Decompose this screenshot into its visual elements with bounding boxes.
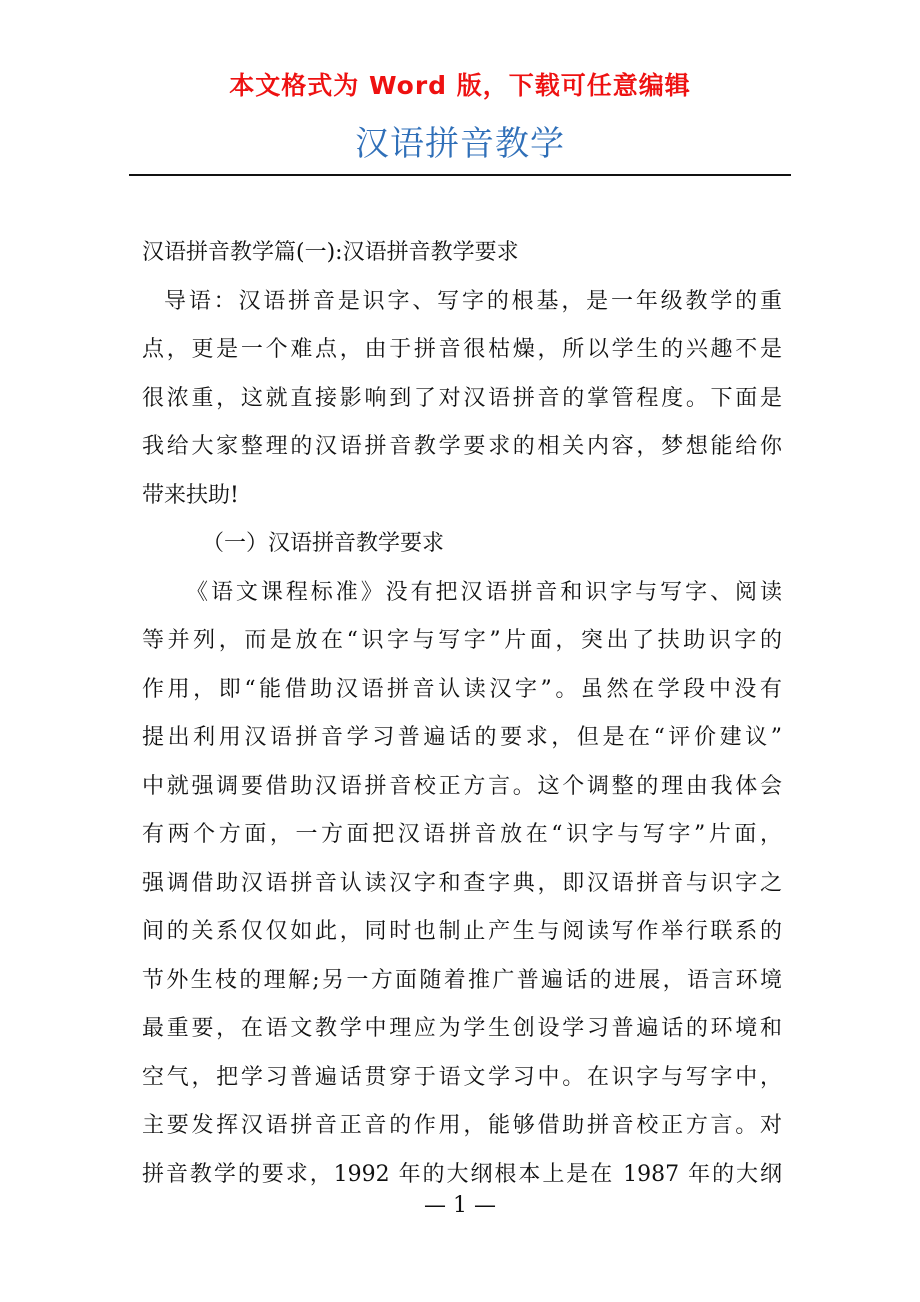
paragraph-line: 拼音教学的要求，1992 年的大纲根本上是在 1987 年的大纲: [142, 1161, 782, 1187]
title-divider: [129, 174, 791, 176]
paragraph-line: 很浓重，这就直接影响到了对汉语拼音的掌管程度。下面是: [142, 385, 782, 411]
paragraph-line: 提出利用汉语拼音学习普遍话的要求，但是在“评价建议”: [142, 725, 782, 750]
subsection-heading: （一）汉语拼音教学要求: [202, 531, 445, 556]
paragraph-line: 主要发挥汉语拼音正音的作用，能够借助拼音校正方言。对: [142, 1113, 782, 1138]
paragraph-line: 空气，把学习普遍话贯穿于语文学习中。在识字与写字中，: [142, 1064, 782, 1090]
paragraph-line: 强调借助汉语拼音认读汉字和查字典，即汉语拼音与识字之: [142, 870, 782, 896]
section-heading: 汉语拼音教学篇(一):汉语拼音教学要求: [142, 240, 519, 265]
format-notice: 本文格式为 Word 版，下载可任意编辑: [229, 71, 691, 100]
paragraph-line: 间的关系仅仅如此，同时也制止产生与阅读写作举行联系的: [142, 919, 782, 944]
paragraph-line: 带来扶助!: [142, 482, 239, 508]
paragraph-line: 作用，即“能借助汉语拼音认读汉字”。虽然在学段中没有: [142, 676, 782, 702]
paragraph-line: 《语文课程标准》没有把汉语拼音和识字与写字、阅读: [186, 579, 782, 605]
page-number: — 1 —: [424, 1193, 496, 1218]
paragraph-line: 最重要，在语文教学中理应为学生创设学习普遍话的环境和: [142, 1016, 782, 1041]
document-body: [142, 229, 782, 1199]
paragraph-line: 节外生枝的理解;另一方面随着推广普遍话的进展，语言环境: [142, 967, 782, 993]
paragraph-line: 有两个方面，一方面把汉语拼音放在“识字与写字”片面，: [142, 822, 782, 847]
paragraph-line: 等并列，而是放在“识字与写字”片面，突出了扶助识字的: [142, 628, 782, 653]
paragraph-line: 导语：汉语拼音是识字、写字的根基，是一年级教学的重: [164, 288, 782, 314]
paragraph-line: 中就强调要借助汉语拼音校正方言。这个调整的理由我体会: [142, 773, 782, 799]
paragraph-line: 点，更是一个难点，由于拼音很枯燥，所以学生的兴趣不是: [142, 337, 782, 362]
paragraph-line: 我给大家整理的汉语拼音教学要求的相关内容，梦想能给你: [142, 434, 782, 459]
document-title: 汉语拼音教学: [355, 124, 565, 164]
